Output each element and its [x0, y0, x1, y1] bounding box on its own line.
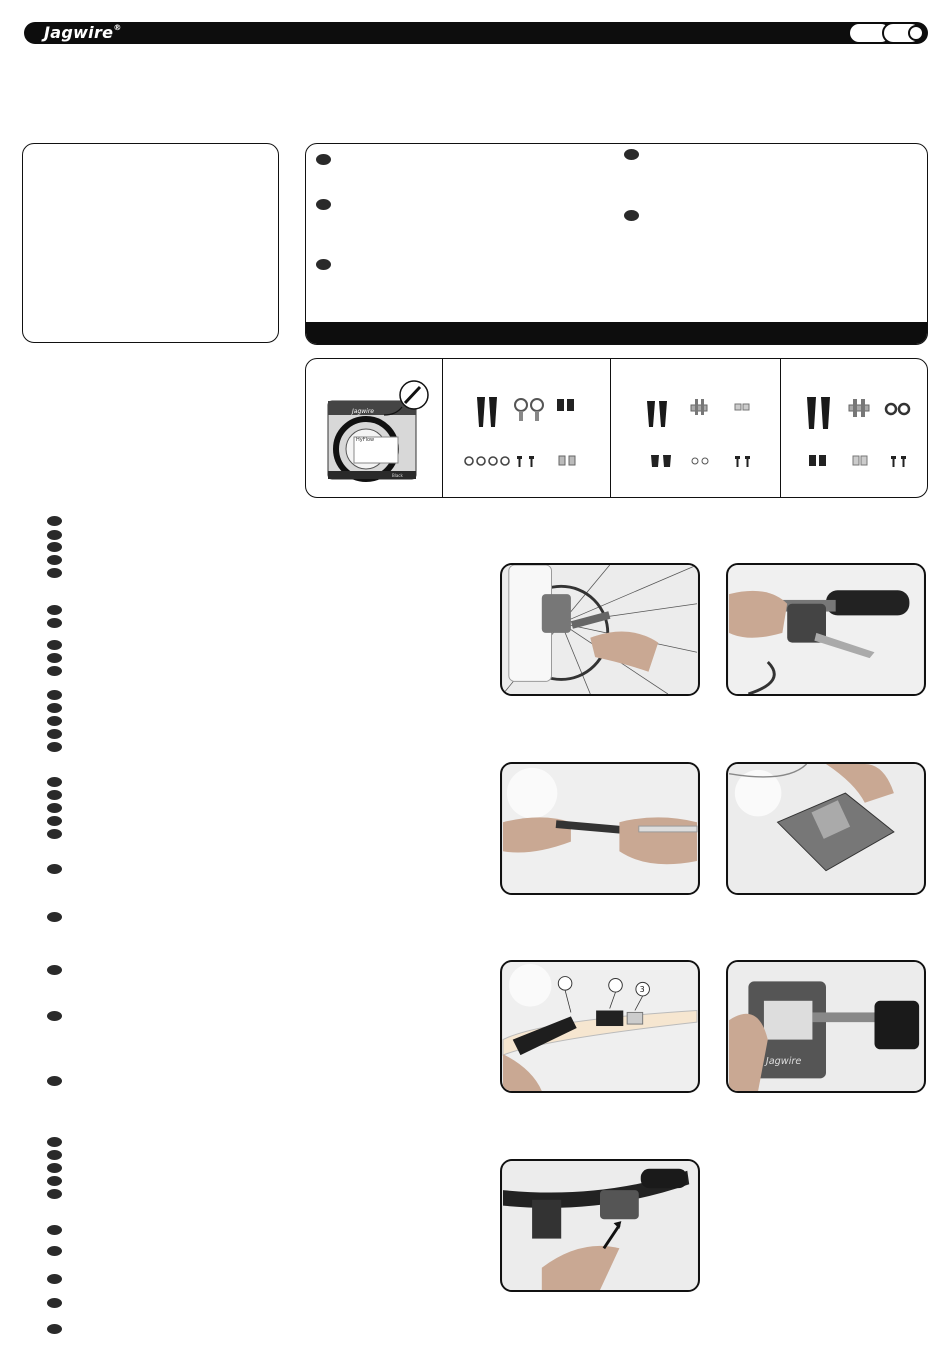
bullet-marker: [47, 605, 62, 615]
photo-caliper-illustration: [502, 565, 698, 694]
bullet-marker: [47, 1189, 62, 1199]
bullet-marker: [47, 790, 62, 800]
bullet-marker: [47, 516, 62, 526]
bullet-marker: [47, 1324, 62, 1334]
parts-kit-2-illustration: [611, 359, 781, 498]
bullet-marker: [47, 1176, 62, 1186]
bullet-marker: [47, 1011, 62, 1021]
photo-step-hose-parts: [500, 960, 700, 1093]
bullet-marker: [47, 640, 62, 650]
brand-registered-mark: ®: [113, 23, 122, 32]
bullet-marker: [47, 542, 62, 552]
brand-logo: [44, 23, 122, 42]
contents-marker-5: [624, 210, 639, 221]
bullet-marker: [47, 1076, 62, 1086]
package-footer-text: Black: [392, 473, 403, 478]
photo-step-caliper: [500, 563, 700, 696]
bullet-marker: [47, 1246, 62, 1256]
bullet-marker: [47, 568, 62, 578]
kit-contents-box: [305, 143, 928, 345]
bullet-marker: [47, 1274, 62, 1284]
bullet-marker: [47, 1150, 62, 1160]
photo-cutter-tool-illustration: [728, 764, 924, 893]
language-tabs: [846, 22, 928, 44]
contents-footer-bar: [306, 322, 927, 344]
parts-kit-3: [781, 359, 928, 497]
product-strip: [305, 358, 928, 498]
bullet-marker: [47, 530, 62, 540]
bullet-marker: [47, 965, 62, 975]
bullet-marker: [47, 864, 62, 874]
bullet-marker: [47, 729, 62, 739]
intro-text-box: [22, 143, 279, 343]
package-title-text: HyFlow: [356, 437, 375, 443]
bullet-marker: [47, 912, 62, 922]
tool-brand-text: Jagwire: [765, 1055, 802, 1067]
bullet-marker: [47, 803, 62, 813]
bullet-marker: [47, 1298, 62, 1308]
bullet-marker: [47, 777, 62, 787]
bullet-marker: [47, 1225, 62, 1235]
parts-kit-1: [443, 359, 611, 497]
photo-lever-illustration: [728, 565, 924, 694]
bullet-marker: [47, 703, 62, 713]
package-illustration: [306, 359, 443, 498]
photo-insert-tool-illustration: [728, 962, 924, 1091]
bullet-marker: [47, 816, 62, 826]
contents-marker-4: [624, 149, 639, 160]
photo-hose-parts-illustration: [502, 962, 698, 1091]
photo-step-insert-tool: [726, 960, 926, 1093]
contents-marker-3: [316, 259, 331, 270]
bullet-marker: [47, 555, 62, 565]
photo-step-lever: [726, 563, 926, 696]
package-brand-text: Jagwire: [352, 408, 374, 415]
bullet-marker: [47, 742, 62, 752]
bullet-marker: [47, 829, 62, 839]
header-bar: [24, 22, 928, 44]
language-tab-active-icon[interactable]: [908, 25, 924, 41]
bullet-marker: [47, 618, 62, 628]
bullet-marker: [47, 653, 62, 663]
parts-kit-2: [611, 359, 781, 497]
bullet-marker: [47, 666, 62, 676]
package-image: [306, 359, 443, 497]
parts-kit-1-illustration: [443, 359, 611, 498]
bullet-marker: [47, 716, 62, 726]
callout-3-label: 3: [639, 985, 645, 995]
brand-name: Jagwire: [44, 23, 114, 42]
bullet-marker: [47, 1163, 62, 1173]
photo-step-connect-lever: [500, 1159, 700, 1292]
bullet-marker: [47, 690, 62, 700]
photo-cut-hose-illustration: [502, 764, 698, 893]
photo-step-cut-hose: [500, 762, 700, 895]
contents-marker-2: [316, 199, 331, 210]
bullet-marker: [47, 1137, 62, 1147]
contents-marker-1: [316, 154, 331, 165]
photo-step-cutter-tool: [726, 762, 926, 895]
parts-kit-3-illustration: [781, 359, 928, 498]
photo-connect-lever-illustration: [502, 1161, 698, 1290]
